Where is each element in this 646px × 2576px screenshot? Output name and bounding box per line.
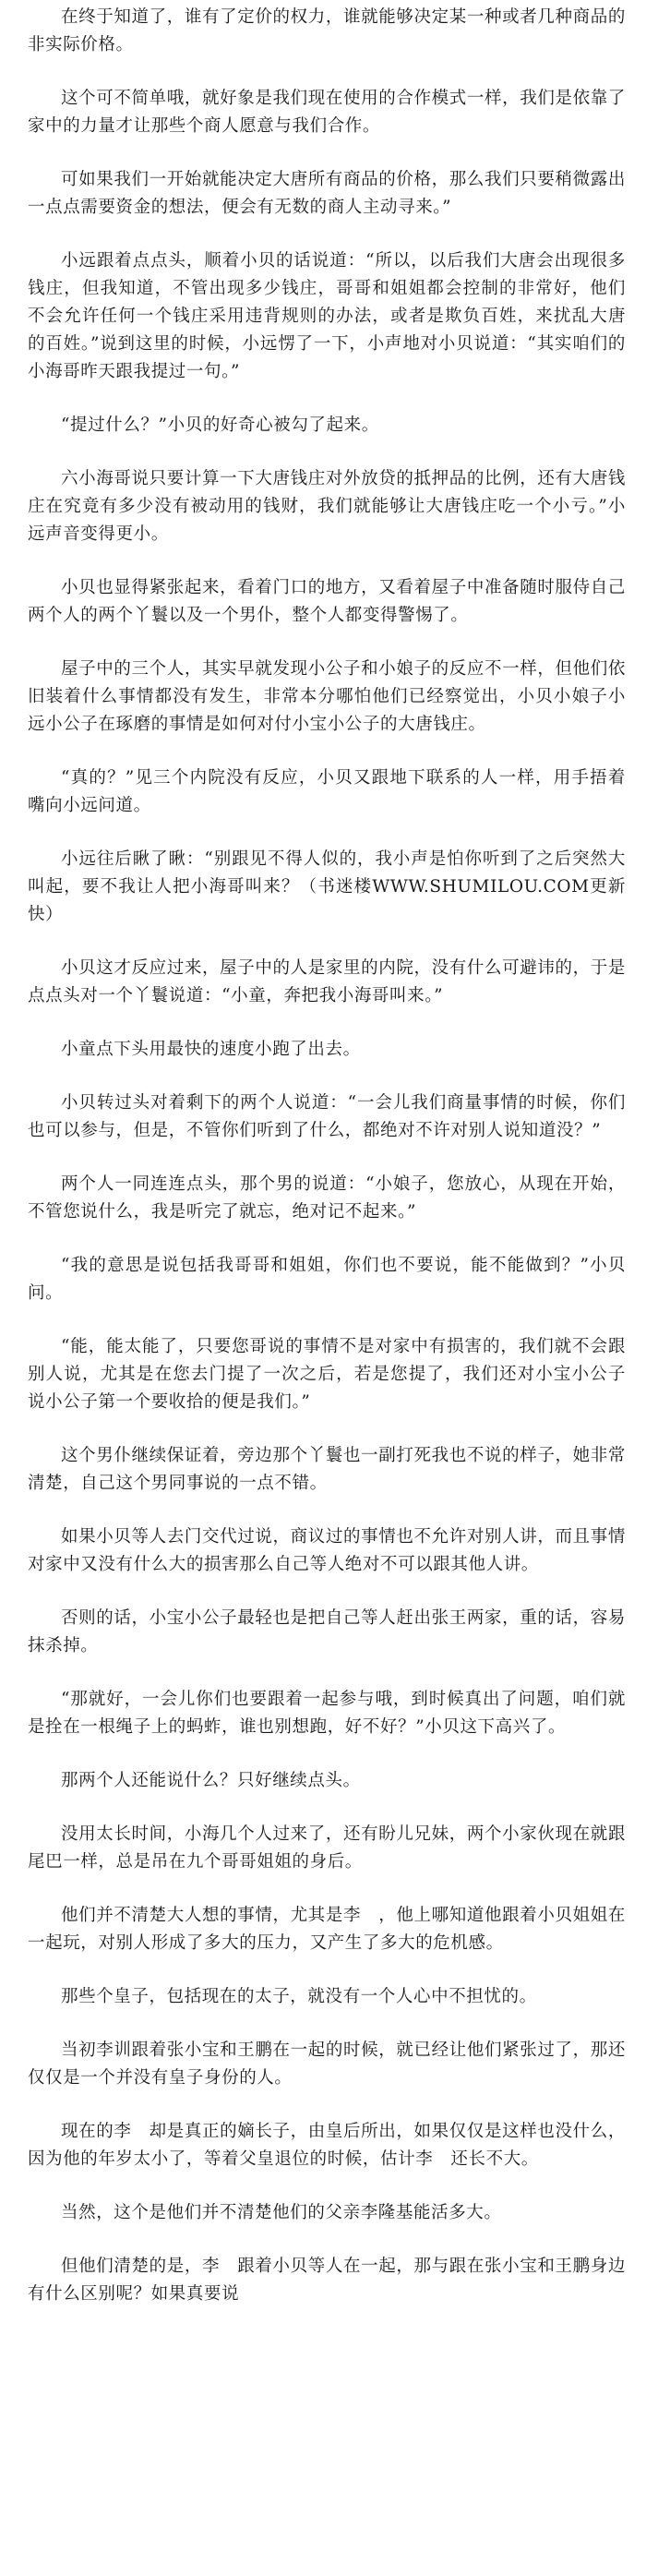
paragraph: 当初李训跟着张小宝和王鹏在一起的时候，就已经让他们紧张过了，那还仅仅是一个并没有皇子身份的人。: [28, 2040, 626, 2088]
paragraph: “我的意思是说包括我哥哥和姐姐，你们也不要说，能不能做到？”小贝问。: [28, 1256, 626, 1303]
paragraph: 屋子中的三个人，其实早就发现小公子和小娘子的反应不一样，但他们依旧装着什么事情都没有发生，非常本分哪怕他们已经察觉出，小贝小娘子小远小公子在琢磨的事情是如何对付小宝小公子的大唐钱庄。: [28, 659, 626, 734]
paragraph: 他们并不清楚大人想的事情，尤其是李 ，他上哪知道他跟着小贝姐姐在一起玩，对别人形成了多大的压力，又产生了多大的危机感。: [28, 1906, 626, 1953]
paragraph: 现在的李 却是真正的嫡长子，由皇后所出，如果仅仅是这样也没什么，因为他的年岁太小了，等着父皇退位的时候，估计李 还长不大。: [28, 2122, 626, 2169]
paragraph: 在终于知道了，谁有了定价的权力，谁就能够决定某一种或者几种商品的非实际价格。: [28, 7, 626, 54]
paragraph: 两个人一同连连点头，那个男的说道：“小娘子，您放心，从现在开始，不管您说什么，我是听完了就忘，绝对记不起来。”: [28, 1174, 626, 1222]
paragraph: 没用太长时间，小海几个人过来了，还有盼儿兄妹，两个小家伙现在就跟尾巴一样，总是吊在九个哥哥姐姐的身后。: [28, 1824, 626, 1872]
paragraph: 这个男仆继续保证着，旁边那个丫鬟也一副打死我也不说的样子，她非常清楚，自己这个男同事说的一点不错。: [28, 1446, 626, 1493]
paragraph: 六小海哥说只要计算一下大唐钱庄对外放贷的抵押品的比例，还有大唐钱庄在究竟有多少没有被动用的钱财，我们就能够让大唐钱庄吃一个小亏。”小远声音变得更小。: [28, 469, 626, 544]
paragraph: 小远跟着点点头，顺着小贝的话说道：“所以，以后我们大唐会出现很多钱庄，但我知道，不管出现多少钱庄，哥哥和姐姐都会控制的非常好，他们不会允许任何一个钱庄采用违背规则的办法，或者是欺负百姓，来扰乱大唐的百姓。”说到这里的时候，小远愣了一下，小声地对小贝说道：“其实咱们的小海哥昨天跟我提过一句。”: [28, 251, 626, 381]
paragraph: “提过什么？”小贝的好奇心被勾了起来。: [61, 415, 379, 435]
paragraph: “那就好，一会儿你们也要跟着一起参与哦，到时候真出了问题，咱们就是拴在一根绳子上的蚂蚱，谁也别想跑，好不好？”小贝这下高兴了。: [28, 1690, 626, 1737]
paragraph: 小贝转过头对着剩下的两个人说道：“一会儿我们商量事情的时候，你们也可以参与，但是，不管你们听到了什么，都绝对不许对别人说知道没？”: [28, 1093, 626, 1140]
paragraph: 否则的话，小宝小公子最轻也是把自己等人赶出张王两家，重的话，容易抹杀掉。: [28, 1608, 626, 1655]
paragraph: 这个可不简单哦，就好象是我们现在使用的合作模式一样，我们是依靠了家中的力量才让那些个商人愿意与我们合作。: [28, 89, 626, 136]
paragraph: “真的？”见三个内院没有反应，小贝又跟地下联系的人一样，用手捂着嘴向小远问道。: [28, 768, 626, 815]
paragraph: 但他们清楚的是，李 跟着小贝等人在一起，那与跟在张小宝和王鹏身边有什么区别呢？如果真要说: [28, 2257, 626, 2304]
paragraph: 小贝这才反应过来，屋子中的人是家里的内院，没有什么可避讳的，于是点点头对一个丫鬟说道：“小童，奔把我小海哥叫来。”: [28, 958, 626, 1005]
paragraph: 小远往后瞅了瞅：“别跟见不得人似的，我小声是怕你听到了之后突然大叫起，要不我让人把小海哥叫来？（书迷楼WWW.SHUMILOU.COM更新快）: [28, 849, 626, 924]
paragraph: 小童点下头用最快的速度小跑了出去。: [61, 1040, 361, 1059]
paragraph: 如果小贝等人去门交代过说，商议过的事情也不允许对别人讲，而且事情对家中又没有什么大的损害那么自己等人绝对不可以跟其他人讲。: [28, 1527, 626, 1574]
paragraph: 那些个皇子，包括现在的太子，就没有一个人心中不担忧的。: [61, 1987, 537, 2006]
paragraph: 当然，这个是他们并不清楚他们的父亲李隆基能活多大。: [61, 2203, 502, 2222]
paragraph: 小贝也显得紧张起来，看着门口的地方，又看着屋子中准备随时服侍自己两个人的两个丫鬟以及一个男仆，整个人都变得警惕了。: [28, 578, 626, 625]
paragraph: “能，能太能了，只要您哥说的事情不是对家中有损害的，我们就不会跟别人说，尤其是在您去门提了一次之后，若是您提了，我们还对小宝小公子说小公子第一个要收拾的便是我们。”: [28, 1337, 626, 1412]
paragraph: 那两个人还能说什么？只好继续点头。: [61, 1771, 361, 1790]
paragraph: 可如果我们一开始就能决定大唐所有商品的价格，那么我们只要稍微露出一点点需要资金的想法，便会有无数的商人主动寻来。”: [28, 170, 626, 217]
